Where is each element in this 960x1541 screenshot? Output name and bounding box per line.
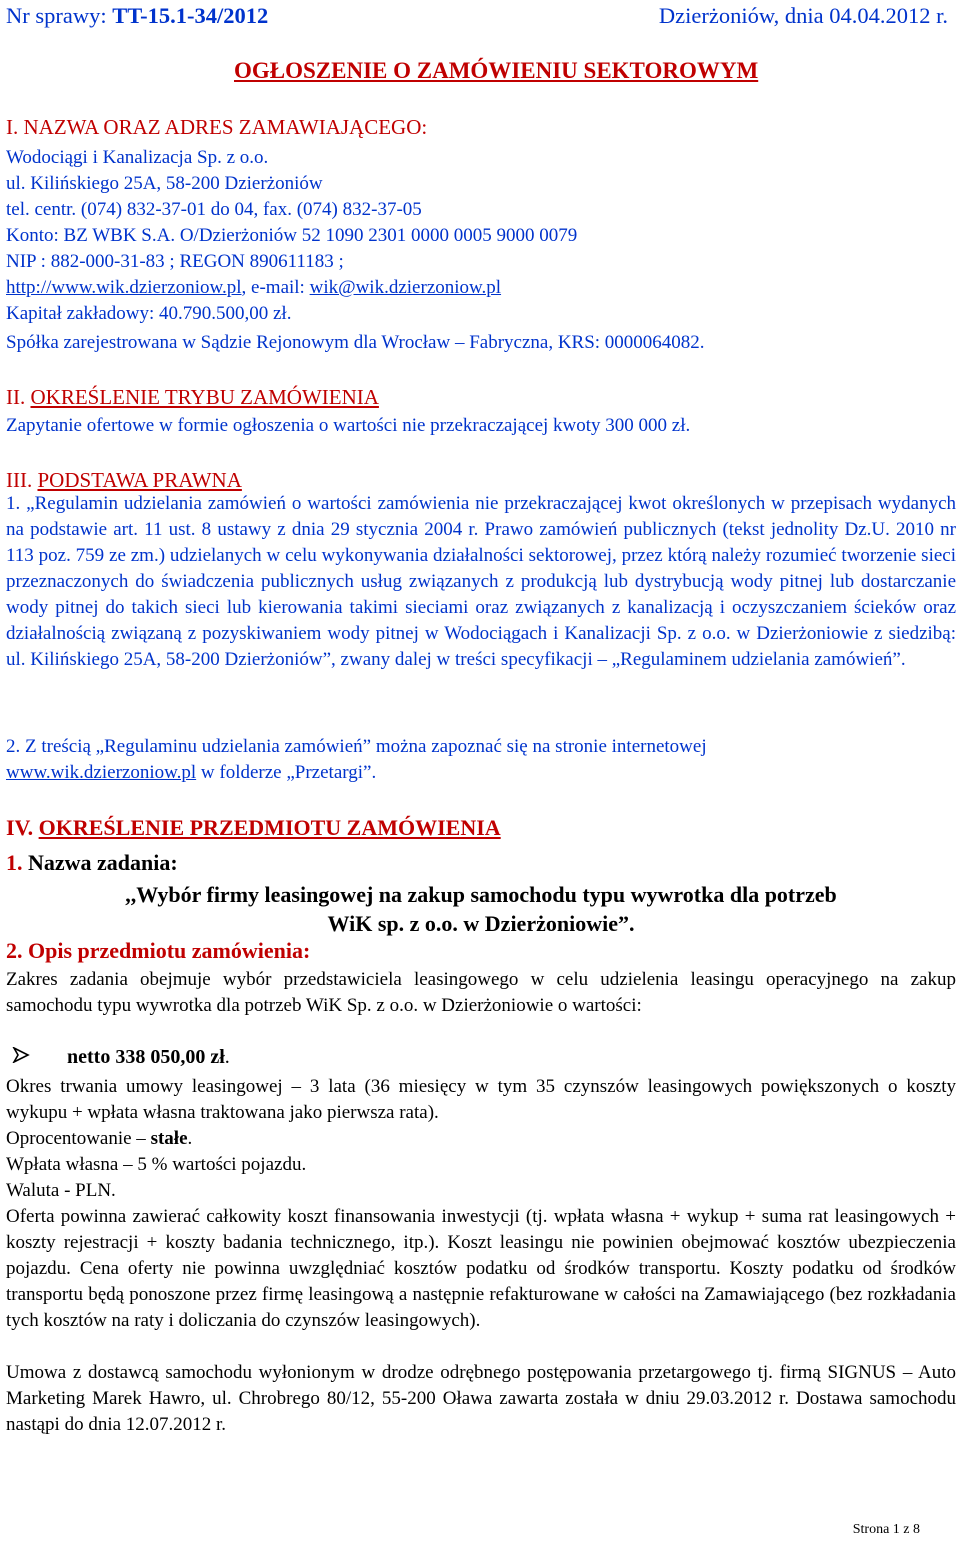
section-2-title: OKREŚLENIE TRYBU ZAMÓWIENIA — [30, 385, 379, 409]
company-account: Konto: BZ WBK S.A. O/Dzierżoniów 52 1090 2301 0000 0005 9000 0079 — [6, 225, 578, 246]
company-nip: NIP : 882-000-31-83 ; REGON 890611183 ; — [6, 251, 344, 272]
currency-line: Waluta - PLN. — [6, 1180, 116, 1201]
net-value-bullet — [6, 1046, 230, 1069]
lease-term-paragraph: Okres trwania umowy leasingowej – 3 lata (36 miesięcy w tym 35 czynszów leasingowych powiększonych o koszty wykupu + wpłata własna traktowana jako pierwsza rata). — [6, 1076, 956, 1123]
company-phone: tel. centr. (074) 832-37-01 do 04, fax. (074) 832-37-05 — [6, 199, 422, 220]
net-value: netto 338 050,00 zł — [67, 1046, 225, 1068]
section-4-heading — [6, 815, 501, 841]
page-number: Strona 1 z 8 — [852, 1522, 920, 1537]
scope-paragraph: Zakres zadania obejmuje wybór przedstawiciela leasingowego w celu udzielenia leasingu operacyjnego na zakup samochodu typu wywrotka dla potrzeb WiK Sp. z o.o. w Dzierżoniowie o wartości: — [6, 969, 956, 1016]
section-1-title: NAZWA ORAZ ADRES ZAMAWIAJĄCEGO: — [23, 115, 428, 139]
regulations-link[interactable]: www.wik.dzierzoniow.pl — [6, 762, 197, 783]
case-number: TT-15.1-34/2012 — [112, 3, 269, 28]
company-krs: Spółka zarejestrowana w Sądzie Rejonowym dla Wrocław – Fabryczna, KRS: 0000064082. — [6, 332, 705, 353]
case-label: Nr sprawy: — [6, 3, 113, 28]
section-3-title: PODSTAWA PRAWNA — [37, 468, 242, 492]
offer-paragraph: Oferta powinna zawierać całkowity koszt finansowania inwestycji (tj. wpłata własna + wykup + suma rat leasingowych + koszty rejestracji + koszty badania technicznego, itp.). Koszt leasingu nie powinien obejmować kosztów ubezpieczenia pojazdu. Cena oferty nie powinna uwzględniać kosztów podatku od środków transportu. Koszty podatku od środków transportu będą ponoszone przez firmę leasingową a następnie refakturowane w całości na Zamawiającego (bez rozkładania tych kosztów na raty i doliczania do czynszów leasingowych). — [6, 1206, 956, 1331]
website-link[interactable]: http://www.wik.dzierzoniow.pl — [6, 277, 242, 298]
interest-dot: . — [187, 1128, 193, 1149]
section-3-number: III. — [6, 468, 33, 492]
company-name: Wodociągi i Kanalizacja Sp. z o.o. — [6, 147, 269, 168]
contract-paragraph: Umowa z dostawcą samochodu wyłonionym w drodze odrębnego postępowania przetargowego tj. firmą SIGNUS – Auto Marketing Marek Hawro, ul. Chrobrego 80/12, 55-200 Oława zawarta została w dniu 29.03.2012 r. Dostawa samochodu nastąpi do dnia 12.07.2012 r. — [6, 1362, 956, 1435]
task-name-label: Nazwa zadania: — [28, 850, 178, 875]
section-2-text: Zapytanie ofertowe w formie ogłoszenia o wartości nie przekraczającej kwoty 300 000 zł. — [6, 415, 691, 436]
company-contact — [6, 275, 501, 301]
legal-basis-paragraph-2: 2. Z treścią „Regulaminu udzielania zamówień” można zapoznać się na stronie internetowej — [6, 736, 707, 757]
company-capital: Kapitał zakładowy: 40.790.500,00 zł. — [6, 303, 292, 324]
net-value-dot: . — [224, 1046, 230, 1068]
regulations-folder: w folderze „Przetargi”. — [196, 762, 377, 783]
arrow-bullet-icon — [12, 1046, 34, 1069]
section-4-number: IV. — [6, 815, 34, 840]
email-label: , e-mail: — [241, 277, 310, 298]
own-payment-line: Wpłata własna – 5 % wartości pojazdu. — [6, 1154, 307, 1175]
task-name-heading — [6, 850, 178, 876]
task-title-line-2: WiK sp. z o.o. w Dzierżoniowie”. — [327, 911, 635, 936]
page-title: OGŁOSZENIE O ZAMÓWIENIU SEKTOROWYM — [234, 58, 759, 83]
description-label: Opis przedmiotu zamówienia: — [28, 938, 311, 963]
section-2-heading — [6, 385, 379, 410]
section-2-number: II. — [6, 385, 26, 409]
email-link[interactable]: wik@wik.dzierzoniow.pl — [309, 277, 502, 298]
case-header — [6, 3, 268, 29]
description-heading — [6, 938, 310, 964]
section-4-title: OKREŚLENIE PRZEDMIOTU ZAMÓWIENIA — [38, 815, 501, 840]
task-name-number: 1. — [6, 850, 23, 875]
legal-basis-paragraph: 1. „Regulamin udzielania zamówień o wartości zamówienia nie przekraczającej kwot określonych w przepisach wydanych na podstawie art. 11 ust. 8 ustawy z dnia 29 stycznia 2004 r. Prawo zamówień publicznych (tekst jednolity Dz.U. 2010 nr 113 poz. 759 ze zm.) udzielanych w celu wykonywania działalności sektorowej, przez którą należy rozumieć tworzenie sieci przeznaczonych do świadczenia publicznych usług związanych z produkcją lub dystrybucją wody pitnej lub dostarczanie wody pitnej do takich sieci lub kierowania takimi sieciami oraz związanych z kanalizacją i oczyszczaniem ścieków oraz działalnością związaną z pozyskiwaniem wody pitnej w Wodociągach i Kanalizacji Sp. z o.o. w Dzierżoniowie z siedzibą: ul. Kilińskiego 25A, 58-200 Dzierżoniów”, zwany dalej w treści specyfikacji – „Regulaminem udzielania zamówień”. — [6, 493, 956, 670]
description-number: 2. — [6, 938, 23, 963]
company-street: ul. Kilińskiego 25A, 58-200 Dzierżoniów — [6, 173, 323, 194]
interest-value: stałe — [150, 1128, 188, 1149]
interest-label: Oprocentowanie – — [6, 1128, 151, 1149]
section-1-heading — [6, 115, 427, 140]
interest-line — [6, 1126, 192, 1152]
section-1-number: I. — [6, 115, 19, 139]
task-title-line-1: ,,Wybór firmy leasingowej na zakup samochodu typu wywrotka dla potrzeb — [125, 882, 837, 907]
legal-basis-paragraph-2-end — [6, 760, 376, 786]
section-3-heading — [6, 468, 242, 493]
place-date: Dzierżoniów, dnia 04.04.2012 r. — [658, 3, 948, 28]
